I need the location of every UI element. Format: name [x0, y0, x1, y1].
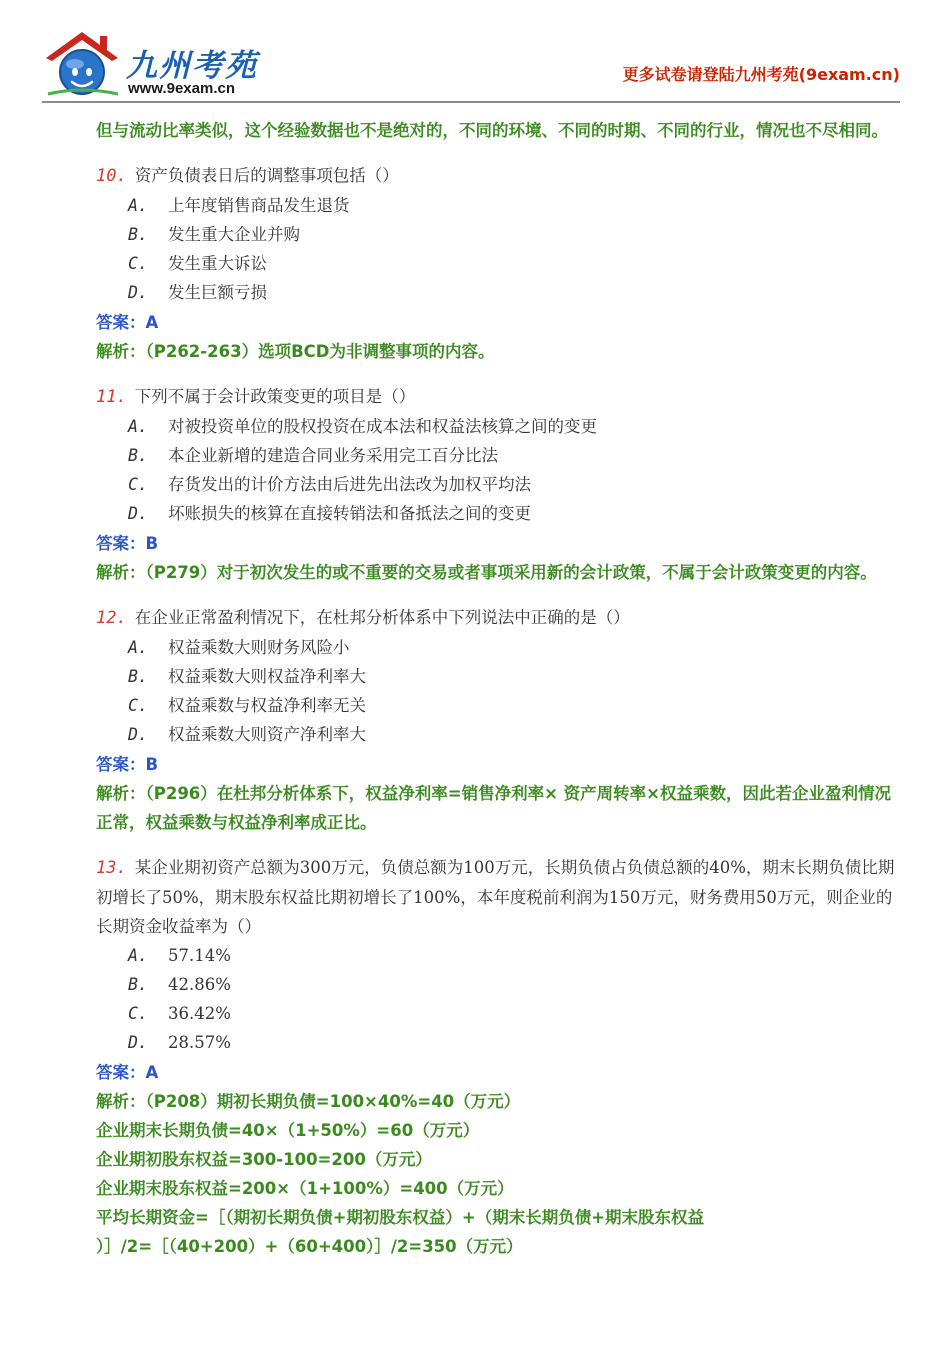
option-text: 发生重大企业并购 [168, 225, 300, 244]
question-number: 13. [96, 858, 127, 878]
option-d [96, 278, 902, 307]
question-11 [96, 382, 902, 587]
header-slogan-link[interactable]: 更多试卷请登陆九州考苑(9exam.cn) [622, 65, 900, 84]
answer-line [96, 1058, 902, 1087]
option-letter: D. [128, 504, 148, 523]
option-text: 权益乘数大则资产净利率大 [168, 725, 366, 744]
option-letter: B. [128, 975, 148, 994]
question-text: 资产负债表日后的调整事项包括（） [134, 166, 399, 185]
option-b [96, 220, 902, 249]
analysis-line: ）］/2=［（40+200）+（60+400）］/2=350（万元） [96, 1237, 523, 1256]
brand-url[interactable]: www.9exam.cn [128, 80, 235, 97]
answer-label: 答案： [96, 313, 146, 332]
option-letter: D. [128, 283, 148, 302]
option-letter: C. [128, 1004, 148, 1023]
option-letter: A. [128, 196, 148, 215]
answer-label: 答案： [96, 1063, 146, 1082]
answer-label: 答案： [96, 755, 146, 774]
option-letter: D. [128, 725, 148, 744]
option-letter: C. [128, 475, 148, 494]
option-text: 42.86% [168, 975, 231, 994]
option-c [96, 470, 902, 499]
brand-name: 九州考苑 [126, 48, 258, 84]
option-letter: B. [128, 225, 148, 244]
question-13 [96, 853, 902, 1261]
option-c [96, 691, 902, 720]
option-letter: C. [128, 254, 148, 273]
option-letter: A. [128, 417, 148, 436]
option-c [96, 249, 902, 278]
answer-value: B [145, 755, 159, 774]
option-letter: A. [128, 638, 148, 657]
option-text: 权益乘数大则权益净利率大 [168, 667, 366, 686]
analysis-line: 企业期末股东权益=200×（1+100%）=400（万元） [96, 1179, 514, 1198]
analysis-line: 解析：（P208）期初长期负债=100×40%=40（万元） [96, 1092, 521, 1111]
question-text: 下列不属于会计政策变更的项目是（） [134, 387, 416, 406]
option-b [96, 441, 902, 470]
option-a [96, 412, 902, 441]
question-number: 10. [96, 166, 127, 186]
answer-value: A [145, 313, 159, 332]
option-letter: C. [128, 696, 148, 715]
analysis-line: 企业期末长期负债=40×（1+50%）=60（万元） [96, 1121, 480, 1140]
question-text: 某企业期初资产总额为300万元，负债总额为100万元，长期负债占负债总额的40%，期末长期负债比期初增长了50%，期末股东权益比期初增长了100%，本年度税前利润为150万元，财务费用50万元，则企业的长期资金收益率为（） [96, 858, 895, 936]
question-stem [96, 161, 902, 191]
option-text: 36.42% [168, 1004, 231, 1023]
option-d [96, 720, 902, 749]
option-c [96, 999, 902, 1028]
option-a [96, 633, 902, 662]
analysis-line: 平均长期资金=［（期初长期负债+期初股东权益）+（期末长期负债+期末股东权益 [96, 1208, 705, 1227]
option-letter: B. [128, 667, 148, 686]
answer-value: A [145, 1063, 159, 1082]
intro-text: 但与流动比率类似，这个经验数据也不是绝对的，不同的环境、不同的时期、不同的行业，情况也不尽相同。 [96, 121, 888, 140]
analysis-text: 解析：（P296）在杜邦分析体系下，权益净利率=销售净利率× 资产周转率×权益乘数，因此若企业盈利情况正常，权益乘数与权益净利率成正比。 [96, 784, 892, 832]
option-letter: B. [128, 446, 148, 465]
option-text: 存货发出的计价方法由后进先出法改为加权平均法 [168, 475, 531, 494]
option-a [96, 191, 902, 220]
option-text: 权益乘数与权益净利率无关 [168, 696, 366, 715]
analysis-text: 解析：（P262-263）选项BCD为非调整事项的内容。 [96, 342, 495, 361]
option-text: 坏账损失的核算在直接转销法和备抵法之间的变更 [168, 504, 531, 523]
answer-line [96, 308, 902, 337]
option-d [96, 1028, 902, 1057]
option-text: 权益乘数大则财务风险小 [168, 638, 350, 657]
option-text: 对被投资单位的股权投资在成本法和权益法核算之间的变更 [168, 417, 597, 436]
analysis-line: 企业期初股东权益=300-100=200（万元） [96, 1150, 432, 1169]
analysis-text: 解析：（P279）对于初次发生的或不重要的交易或者事项采用新的会计政策，不属于会计政策变更的内容。 [96, 563, 877, 582]
option-text: 28.57% [168, 1033, 231, 1052]
house-logo-icon [42, 28, 122, 98]
option-text: 上年度销售商品发生退货 [168, 196, 350, 215]
question-10 [96, 161, 902, 366]
option-b [96, 662, 902, 691]
option-text: 发生重大诉讼 [168, 254, 267, 273]
answer-line [96, 529, 902, 558]
option-letter: A. [128, 946, 148, 965]
question-stem [96, 603, 902, 633]
question-stem [96, 382, 902, 412]
header-divider [42, 101, 900, 103]
answer-label: 答案： [96, 534, 146, 553]
option-letter: D. [128, 1033, 148, 1052]
answer-value: B [145, 534, 159, 553]
question-text: 在企业正常盈利情况下，在杜邦分析体系中下列说法中正确的是（） [134, 608, 630, 627]
document-body [96, 116, 902, 1261]
option-a [96, 941, 902, 970]
question-12 [96, 603, 902, 837]
option-text: 发生巨额亏损 [168, 283, 267, 302]
option-text: 57.14% [168, 946, 231, 965]
question-stem [96, 853, 902, 941]
option-d [96, 499, 902, 528]
answer-line [96, 750, 902, 779]
page-header [42, 26, 900, 102]
question-number: 11. [96, 387, 127, 407]
option-text: 本企业新增的建造合同业务采用完工百分比法 [168, 446, 498, 465]
question-number: 12. [96, 608, 127, 628]
option-b [96, 970, 902, 999]
